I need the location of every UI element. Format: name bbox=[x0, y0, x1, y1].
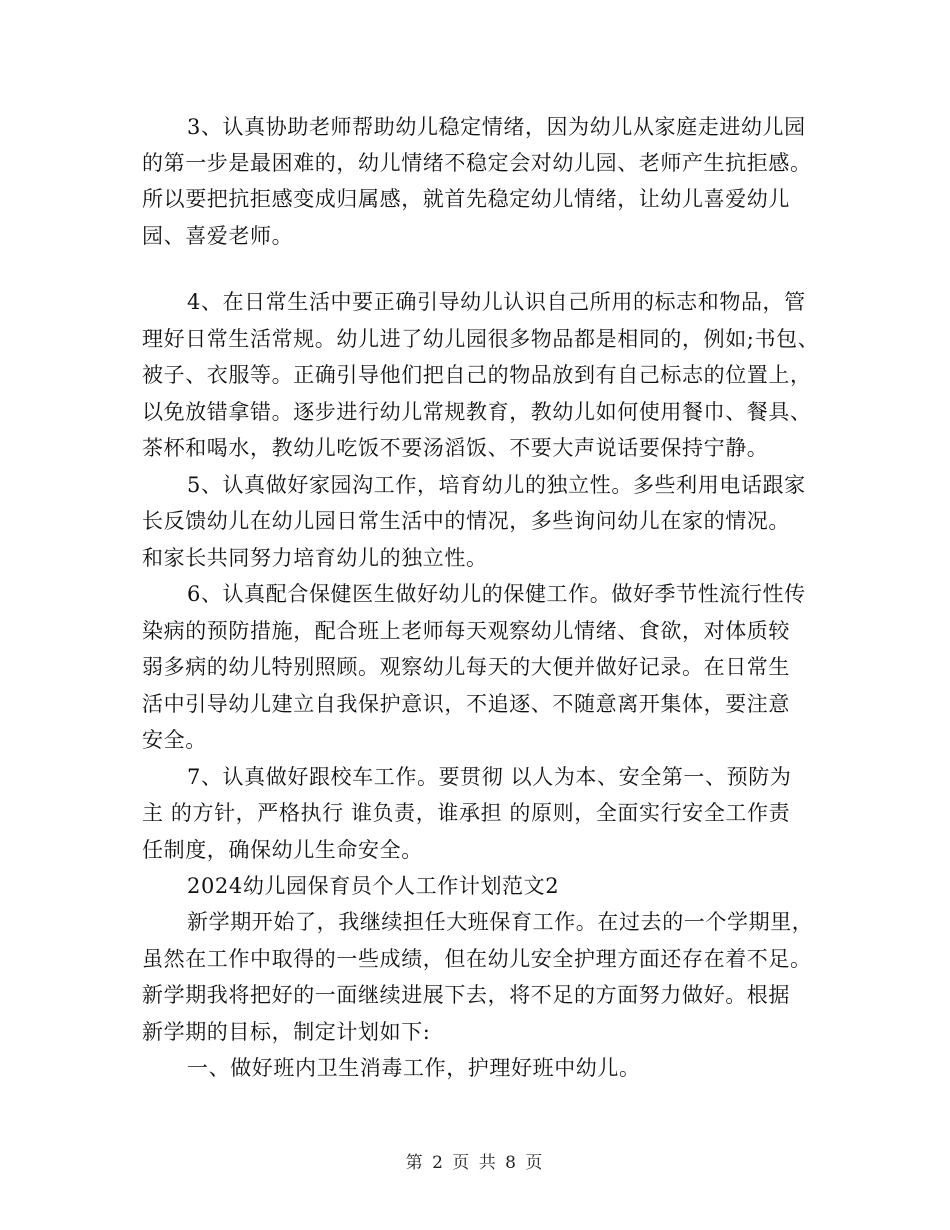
text-line: 新学期的目标，制定计划如下: bbox=[142, 1020, 431, 1044]
page-number: 第 2 页 共 8 页 bbox=[405, 1153, 545, 1173]
text-line: 理好日常生活常规。幼儿进了幼儿园很多物品都是相同的，例如;书包、 bbox=[142, 327, 820, 351]
text-line: 的第一步是最困难的，幼儿情绪不稳定会对幼儿园、老师产生抗拒感。 bbox=[142, 151, 812, 175]
text-line: 新学期开始了，我继续担任大班保育工作。在过去的一个学期里， bbox=[187, 910, 814, 934]
text-line: 一、做好班内卫生消毒工作，护理好班中幼儿。 bbox=[187, 1056, 641, 1080]
text-line: 安全。 bbox=[142, 728, 207, 752]
text-line: 新学期我将把好的一面继续进展下去，将不足的方面努力做好。根据 bbox=[142, 983, 790, 1007]
text-line: 弱多病的幼儿特别照顾。观察幼儿每天的大便并做好记录。在日常生 bbox=[142, 655, 790, 679]
text-line: 园、喜爱老师。 bbox=[142, 224, 294, 248]
text-line: 染病的预防措施，配合班上老师每天观察幼儿情绪、食欲，对体质较 bbox=[142, 619, 790, 643]
text-line: 4、在日常生活中要正确引导幼儿认识自己所用的标志和物品，管 bbox=[187, 290, 806, 314]
text-line: 茶杯和喝水，教幼儿吃饭不要汤滔饭、不要大声说话要保持宁静。 bbox=[142, 436, 769, 460]
text-line: 6、认真配合保健医生做好幼儿的保健工作。做好季节性流行性传 bbox=[187, 582, 806, 606]
text-line: 虽然在工作中取得的一些成绩，但在幼儿安全护理方面还存在着不足。 bbox=[142, 947, 812, 971]
text-line: 7、认真做好跟校车工作。要贯彻 以人为本、安全第一、预防为 bbox=[187, 765, 792, 789]
text-line: 任制度，确保幼儿生命安全。 bbox=[142, 838, 423, 862]
text-line: 和家长共同努力培育幼儿的独立性。 bbox=[142, 546, 488, 570]
text-line: 主 的方针，严格执行 谁负责，谁承担 的原则，全面实行安全工作责 bbox=[142, 801, 791, 825]
text-line: 5、认真做好家园沟工作，培育幼儿的独立性。多些利用电话跟家 bbox=[187, 473, 806, 497]
text-line: 以免放错拿错。逐步进行幼儿常规教育，教幼儿如何使用餐巾、餐具、 bbox=[142, 400, 812, 424]
text-line: 被子、衣服等。正确引导他们把自己的物品放到有自己标志的位置上， bbox=[142, 363, 812, 387]
text-line: 活中引导幼儿建立自我保护意识，不追逐、不随意离开集体，要注意 bbox=[142, 692, 790, 716]
text-line: 3、认真协助老师帮助幼儿稳定情绪，因为幼儿从家庭走进幼儿园 bbox=[187, 115, 806, 139]
text-line: 所以要把抗拒感变成归属感，就首先稳定幼儿情绪，让幼儿喜爱幼儿 bbox=[142, 187, 790, 211]
text-line: 长反馈幼儿在幼儿园日常生活中的情况，多些询问幼儿在家的情况。 bbox=[142, 509, 790, 533]
section-heading: 2024幼儿园保育员个人工作计划范文2 bbox=[187, 874, 560, 898]
